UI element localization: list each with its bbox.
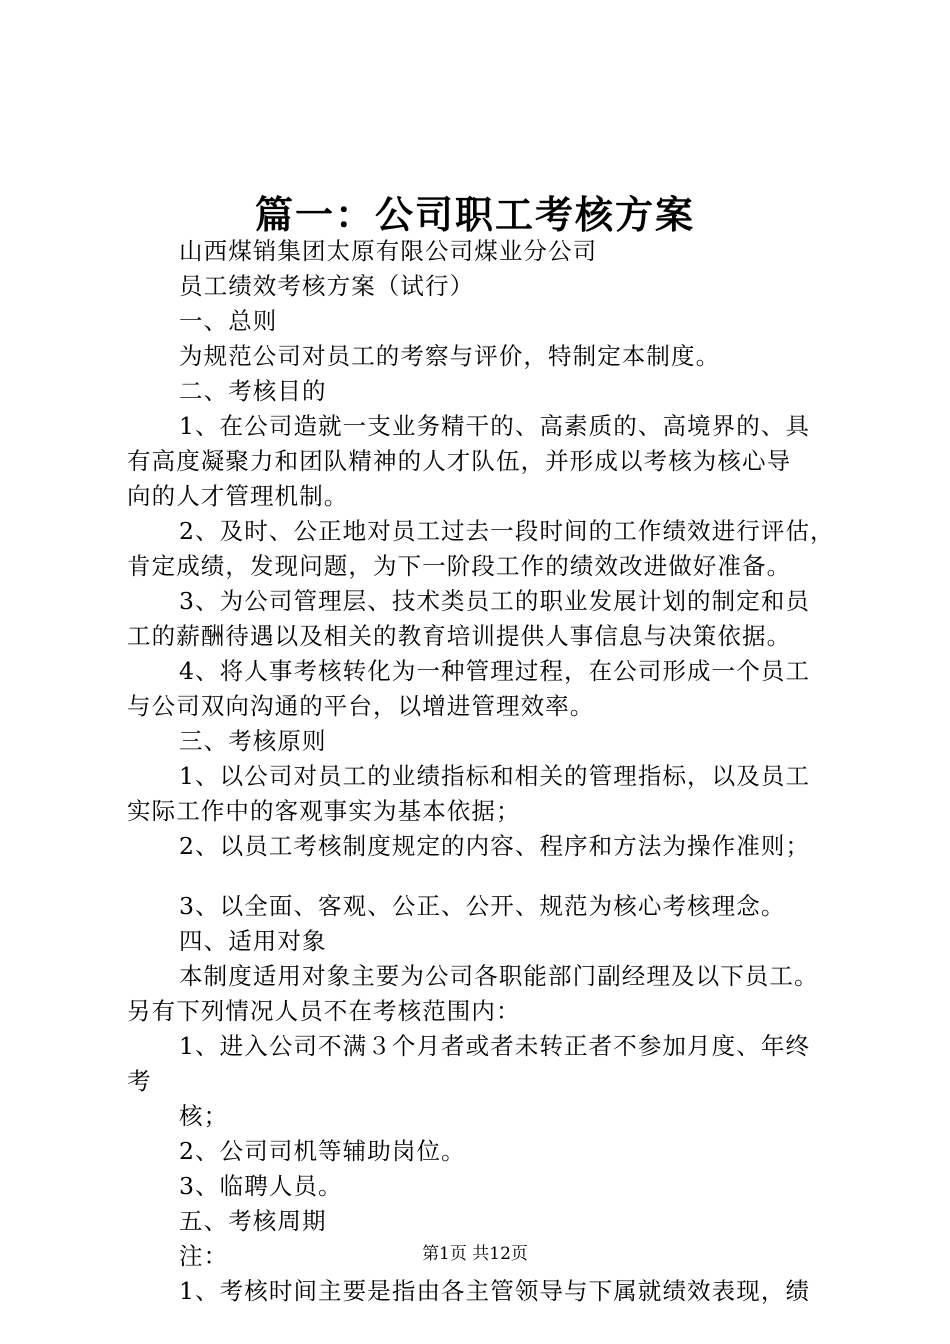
paragraph-line: 2、公司司机等辅助岗位。 bbox=[179, 1137, 466, 1165]
section-heading: 三、考核原则 bbox=[179, 727, 327, 755]
paragraph-line: 另有下列情况人员不在考核范围内： bbox=[127, 997, 521, 1025]
paragraph-line: 3、为公司管理层、技术类员工的职业发展计划的制定和员 bbox=[179, 587, 811, 615]
paragraph-line: 1、进入公司不满３个月者或者未转正者不参加月度、年终 bbox=[179, 1032, 811, 1060]
paragraph-line: 本制度适用对象主要为公司各职能部门副经理及以下员工。 bbox=[179, 962, 819, 990]
document-body bbox=[127, 234, 837, 1309]
section-heading: 五、考核周期 bbox=[179, 1207, 327, 1235]
paragraph-line: 1、以公司对员工的业绩指标和相关的管理指标，以及员工 bbox=[179, 762, 811, 790]
company-name-line: 山西煤销集团太原有限公司煤业分公司 bbox=[179, 237, 598, 265]
paragraph-line: 考 bbox=[127, 1067, 152, 1095]
page-number: 第1页 共12页 bbox=[422, 1244, 528, 1264]
paragraph-line: 2、及时、公正地对员工过去一段时间的工作绩效进行评估， bbox=[179, 517, 835, 545]
section-heading: 二、考核目的 bbox=[179, 377, 327, 405]
paragraph-line: 3、临聘人员。 bbox=[179, 1172, 343, 1200]
paragraph-line: 3、以全面、客观、公正、公开、规范为核心考核理念。 bbox=[179, 892, 786, 920]
paragraph-line: 有高度凝聚力和团队精神的人才队伍，并形成以考核为核心导 bbox=[127, 447, 792, 475]
plan-title-line: 员工绩效考核方案（试行） bbox=[179, 272, 475, 300]
document-title: 篇一：公司职工考核方案 bbox=[254, 192, 695, 237]
paragraph-line: 2、以员工考核制度规定的内容、程序和方法为操作准则； bbox=[179, 832, 811, 860]
paragraph-line: 1、考核时间主要是指由各主管领导与下属就绩效表现，绩 bbox=[179, 1277, 811, 1305]
paragraph-line: 4、将人事考核转化为一种管理过程，在公司形成一个员工 bbox=[179, 657, 811, 685]
section-heading: 一、总则 bbox=[179, 307, 278, 335]
paragraph-line: 肯定成绩，发现问题，为下一阶段工作的绩效改进做好准备。 bbox=[127, 552, 792, 580]
paragraph-line: 1、在公司造就一支业务精干的、高素质的、高境界的、具 bbox=[179, 412, 811, 440]
blank-space bbox=[127, 864, 837, 889]
note-label: 注： bbox=[179, 1242, 229, 1270]
paragraph-line: 实际工作中的客观事实为基本依据； bbox=[127, 797, 521, 825]
paragraph-line: 工的薪酬待遇以及相关的教育培训提供人事信息与决策依据。 bbox=[127, 622, 792, 650]
section-heading: 四、适用对象 bbox=[179, 927, 327, 955]
paragraph-line: 与公司双向沟通的平台，以增进管理效率。 bbox=[127, 692, 595, 720]
paragraph-line: 为规范公司对员工的考察与评价，特制定本制度。 bbox=[179, 342, 721, 370]
paragraph-line: 向的人才管理机制。 bbox=[127, 482, 349, 510]
paragraph-line: 核； bbox=[179, 1102, 229, 1130]
